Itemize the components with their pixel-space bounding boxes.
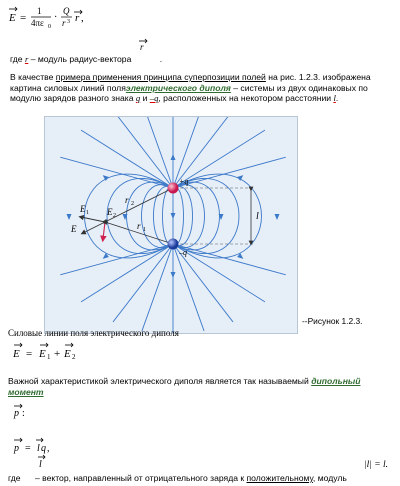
field-line-top-2 xyxy=(113,117,173,188)
field-line-top-3 xyxy=(142,117,173,188)
svg-text:=: = xyxy=(25,443,31,454)
svg-text:+: + xyxy=(54,348,61,360)
f1-r3: r xyxy=(62,18,66,28)
l-vector xyxy=(36,454,50,470)
svg-text:,: , xyxy=(47,443,50,454)
label-r1: r xyxy=(137,221,141,231)
field-line-right-4 xyxy=(173,178,239,253)
svg-text:1: 1 xyxy=(86,210,89,216)
p-vector-line xyxy=(8,402,48,420)
figure-ref: --Рисунок 1.2.3. xyxy=(302,316,363,326)
label-minus-q: –q xyxy=(179,248,187,257)
f1-coef-den: 4πε xyxy=(31,18,44,28)
svg-text:2: 2 xyxy=(131,201,134,207)
svg-text:1: 1 xyxy=(47,353,51,361)
f1-r-vec: r xyxy=(75,12,80,24)
field-arrow-1 xyxy=(171,272,176,278)
paragraph-dipole-intro: В качестве примера применения принципа суперпозиции полей на рис. 1.2.3. изображена картина силовых линий поляэлектрического диполя – системы из двух одинаковых по модулю зарядов разного знака q и –q, расположенных на некотором расстоянии l. xyxy=(10,72,371,103)
field-line-bottom-1 xyxy=(81,244,173,302)
l-abs-formula: |l| = l. xyxy=(364,460,389,470)
positive-charge xyxy=(168,183,179,194)
field-lines xyxy=(60,117,286,333)
field-line-right-5 xyxy=(173,174,262,258)
where-line: где r – модуль радиус-вектора . xyxy=(10,54,163,64)
field-line-bottom-2 xyxy=(113,244,173,322)
paragraph-vector-direction: где – вектор, направленный от отрицательного заряда к положительному, модуль xyxy=(8,473,347,483)
link-superposition[interactable]: примера применения принципа суперпозиции полей xyxy=(55,72,266,82)
svg-text:3: 3 xyxy=(67,19,70,25)
negative-charge xyxy=(168,239,179,250)
svg-text:E: E xyxy=(64,348,71,360)
f1-coef-num: 1 xyxy=(37,6,42,16)
svg-text:E: E xyxy=(39,348,46,360)
svg-text:l: l xyxy=(39,459,42,470)
field-line-top-8 xyxy=(173,157,286,188)
svg-text:=: = xyxy=(26,348,33,360)
formula-coulomb-field-svg xyxy=(4,4,124,34)
label-r2: r xyxy=(125,195,129,205)
field-arrow-7 xyxy=(275,214,280,220)
term-electric-dipole[interactable]: электрического диполя xyxy=(125,82,231,93)
label-plus-q: +q xyxy=(179,177,189,186)
svg-text:·: · xyxy=(54,12,58,23)
svg-text::: : xyxy=(22,408,25,419)
label-E: E xyxy=(71,224,77,234)
svg-text:2: 2 xyxy=(72,353,76,361)
field-line-left-0 xyxy=(163,187,174,244)
svg-text:2: 2 xyxy=(113,213,116,219)
svg-text:,: , xyxy=(81,12,84,24)
dipole-field-svg xyxy=(45,117,297,333)
svg-text:1: 1 xyxy=(143,227,146,233)
svg-text:l: l xyxy=(37,443,40,454)
link-positive[interactable]: положительному xyxy=(246,473,313,483)
field-line-top-5 xyxy=(173,117,204,188)
formula-superposition xyxy=(8,340,98,362)
field-line-bottom-5 xyxy=(173,244,204,331)
field-line-bottom-8 xyxy=(173,244,286,275)
label-E1: E xyxy=(80,204,86,214)
field-line-bottom-0 xyxy=(60,244,173,275)
formula-coulomb-field xyxy=(4,4,124,34)
field-line-bottom-3 xyxy=(142,244,173,331)
field-line-left-1 xyxy=(154,186,174,245)
field-line-top-1 xyxy=(81,130,173,188)
svg-text:p: p xyxy=(14,408,19,419)
svg-text:=: = xyxy=(20,12,27,24)
svg-text:r: r xyxy=(140,42,144,52)
field-line-right-1 xyxy=(173,186,193,245)
field-line-left-5 xyxy=(85,174,174,258)
figure-caption: Силовые линии поля электрического диполя xyxy=(8,328,179,338)
figure-dipole-field xyxy=(44,116,298,334)
paragraph-dipole-moment: Важной характеристикой электрического диполя является так называемый дипольный момент xyxy=(8,376,361,397)
label-E2: E xyxy=(107,207,113,217)
field-arrow-8 xyxy=(171,213,176,219)
field-line-right-0 xyxy=(173,187,184,244)
field-arrow-0 xyxy=(171,154,176,160)
formula-dipole-moment xyxy=(8,436,78,456)
term-dipole-moment[interactable]: дипольный момент xyxy=(8,376,361,397)
svg-text:E: E xyxy=(13,348,20,360)
label-l: l xyxy=(256,211,259,222)
f1-E: E xyxy=(9,12,16,24)
f1-coef-den-sub: 0 xyxy=(48,24,51,30)
svg-text:p: p xyxy=(14,443,19,454)
field-arrow-6 xyxy=(67,214,72,220)
field-line-top-0 xyxy=(60,157,173,188)
f1-Q: Q xyxy=(63,6,70,16)
svg-text:q: q xyxy=(41,443,46,454)
vector-r-above xyxy=(137,38,151,52)
